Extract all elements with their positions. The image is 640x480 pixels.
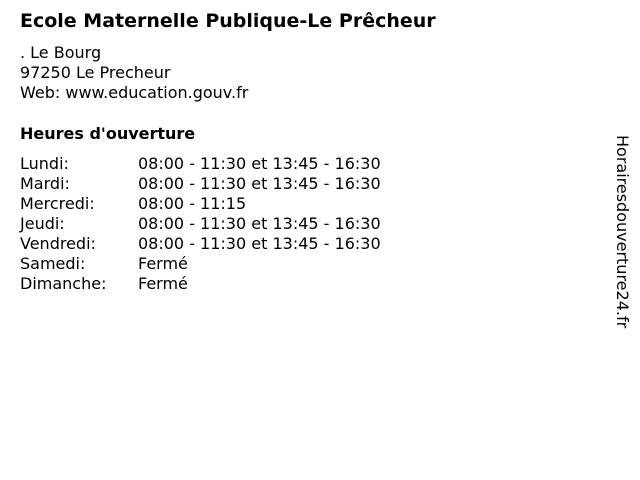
school-address (20, 43, 248, 103)
day-hours: 08:00 - 11:30 et 13:45 - 16:30 (138, 214, 381, 233)
day-hours: 08:00 - 11:15 (138, 194, 247, 213)
opening-hours-heading: Heures d'ouverture (20, 124, 196, 143)
website-text: Web: www.education.gouv.fr (20, 83, 249, 102)
hours-row-jeudi (20, 214, 381, 234)
school-name: Ecole Maternelle Publique-Le Prêcheur (20, 10, 436, 32)
hours-row-mercredi (20, 194, 381, 214)
day-hours: Fermé (138, 274, 188, 293)
site-watermark: Horairesdouverture24.fr (613, 135, 632, 329)
day-label: Mercredi: (20, 194, 95, 213)
day-label: Lundi: (20, 154, 69, 173)
day-label: Jeudi: (20, 214, 65, 233)
address-city: 97250 Le Precheur (20, 63, 171, 82)
opening-hours-table (20, 154, 381, 294)
address-street: . Le Bourg (20, 43, 102, 62)
day-label: Dimanche: (20, 274, 107, 293)
hours-row-vendredi (20, 234, 381, 254)
day-hours: Fermé (138, 254, 188, 273)
day-hours: 08:00 - 11:30 et 13:45 - 16:30 (138, 174, 381, 193)
hours-row-dimanche (20, 274, 381, 294)
day-label: Mardi: (20, 174, 70, 193)
hours-row-mardi (20, 174, 381, 194)
day-label: Samedi: (20, 254, 86, 273)
day-hours: 08:00 - 11:30 et 13:45 - 16:30 (138, 154, 381, 173)
hours-row-samedi (20, 254, 381, 274)
day-label: Vendredi: (20, 234, 96, 253)
day-hours: 08:00 - 11:30 et 13:45 - 16:30 (138, 234, 381, 253)
hours-row-lundi (20, 154, 381, 174)
